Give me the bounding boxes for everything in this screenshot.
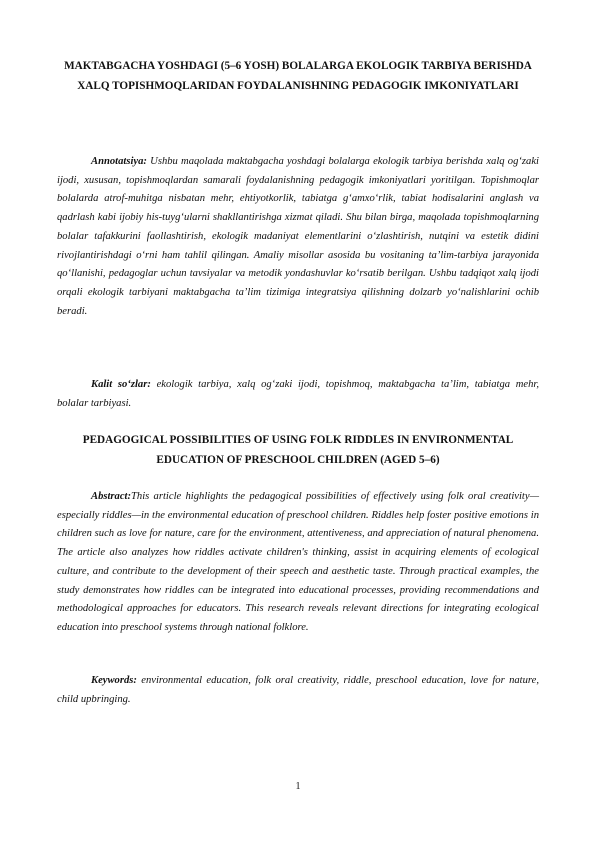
annotation-label: Annotatsiya:	[91, 156, 147, 167]
abstract-label: Abstract:	[91, 491, 132, 502]
article-title-english: PEDAGOGICAL POSSIBILITIES OF USING FOLK RIDDLES IN ENVIRONMENTAL EDUCATION OF PRESCHOOL CHILDREN (AGED 5–6)	[82, 434, 514, 466]
abstract-paragraph	[57, 488, 539, 638]
keywords-uzbek-label: Kalit so‘zlar:	[91, 379, 151, 390]
annotation-text: Ushbu maqolada maktabgacha yoshdagi bolalarga ekologik tarbiya berishda xalq og‘zaki ijodi, xususan, topishmoqlardan samarali foydalanishning pedagogik imkoniyatlari yoritilgan. Topishmoqlar bolalarda atrof-muhitga nisbatan mehr, ehtiyotkorlik, tabiatga g‘amxo‘rlik, tabiat hodisalarini anglash va qadrlash kabi ijobiy his-tuyg‘ularni shakllantirishga xizmat qiladi. Shu bilan birga, maqolada topishmoqlarning bolalar tafakkurini faollashtirish, ekologik madaniyat elementlarini o‘zlashtirish, nutqini va estetik didini rivojlantirishdagi o‘rni ham tahlil qilingan. Amaliy misollar asosida bu vositaning ta’lim-tarbiya jarayonida qo‘llanishi, pedagoglar uchun tavsiyalar va metodik yondashuvlar ko‘rsatib berilgan. Ushbu tadqiqot xalq ijodi orqali ekologik tarbiyani maktabgacha ta’lim tizimiga integratsiya qilishning dolzarb yo‘nalishlarini ochib beradi.	[57, 156, 539, 317]
keywords-english-paragraph	[57, 672, 539, 709]
page-number: 1	[295, 781, 301, 792]
keywords-uzbek-text: ekologik tarbiya, xalq og‘zaki ijodi, topishmoq, maktabgacha ta’lim, tabiatga mehr, bolalar tarbiyasi.	[57, 379, 539, 409]
article-title-uzbek: MAKTABGACHA YOSHDAGI (5–6 YOSH) BOLALARGA EKOLOGIK TARBIYA BERISHDA XALQ TOPISHMOQLARIDAN FOYDALANISHNING PEDAGOGIK IMKONIYATLARI	[64, 60, 532, 92]
keywords-english-text: environmental education, folk oral creativity, riddle, preschool education, love for nature, child upbringing.	[57, 675, 539, 705]
abstract-text: This article highlights the pedagogical possibilities of effectively using folk oral creativity—especially riddles—in the environmental education of preschool children. Riddles help foster positive emotions in children such as love for nature, care for the environment, attentiveness, and appreciation of natural phenomena. The article also analyzes how riddles activate children's thinking, assist in acquiring elements of ecological culture, and contribute to the development of their speech and aesthetic taste. Through practical examples, the study demonstrates how riddles can be integrated into educational processes, providing recommendations and methodological approaches for educators. This research reveals relevant directions for integrating ecological education into preschool systems through national folklore.	[57, 491, 539, 633]
keywords-uzbek-paragraph	[57, 376, 539, 413]
annotation-paragraph	[57, 153, 539, 321]
keywords-english-label: Keywords:	[91, 675, 137, 686]
